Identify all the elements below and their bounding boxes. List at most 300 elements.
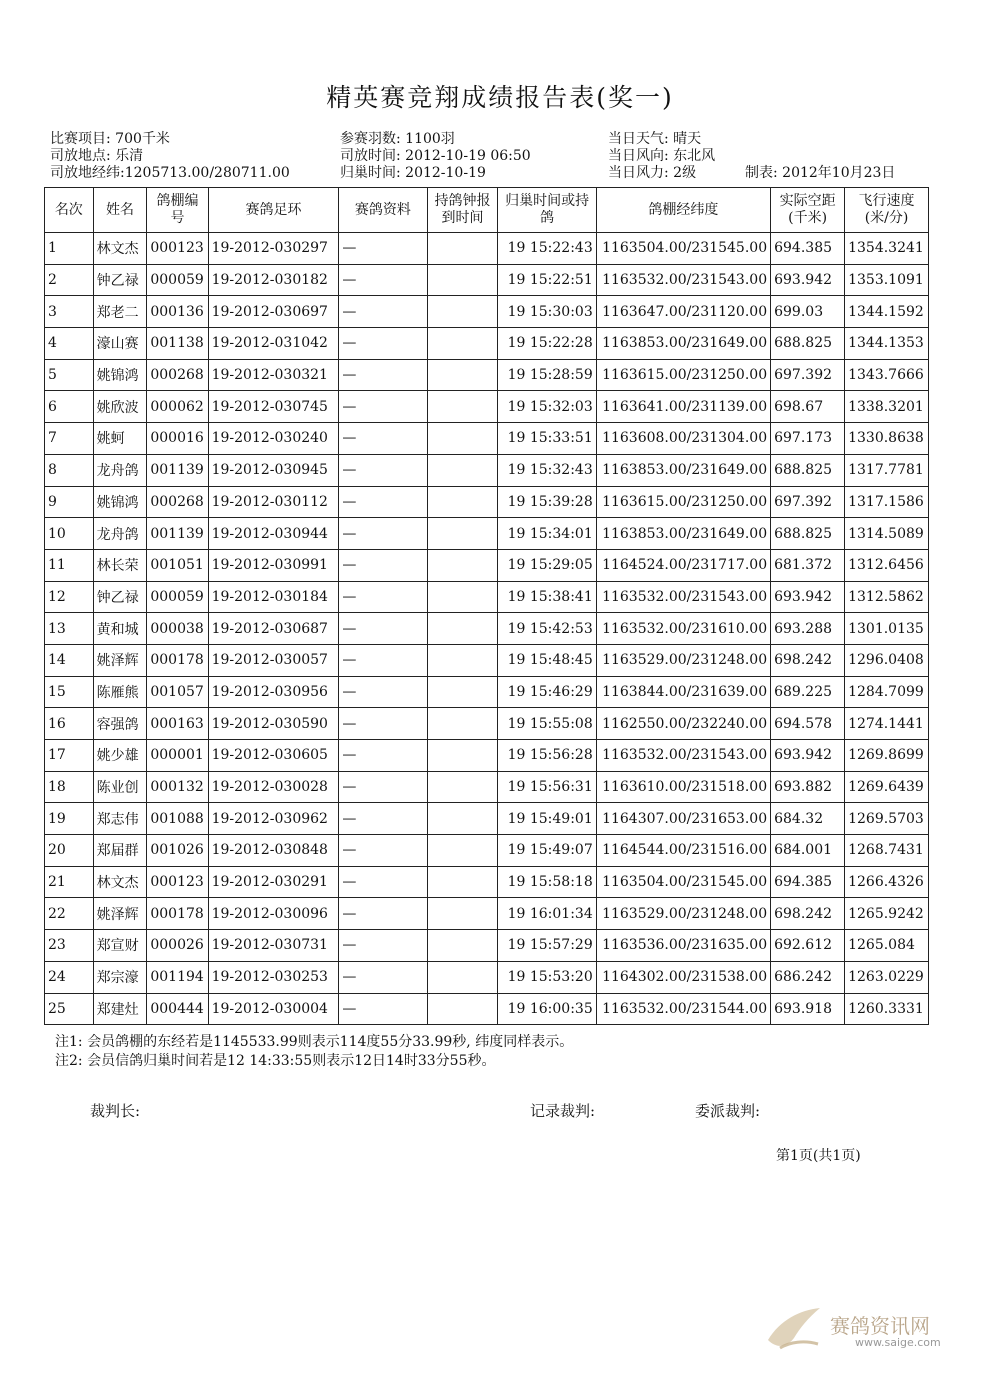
cell-ring: 19-2012-030944 (208, 518, 339, 550)
cell-time: 19 15:48:45 (498, 644, 596, 676)
info-return-time: 归巢时间: 2012-10-19 (340, 165, 486, 181)
cell-ring: 19-2012-030697 (208, 296, 339, 328)
info-project: 比赛项目: 700千米 (50, 131, 170, 147)
cell-name: 姚泽辉 (93, 644, 147, 676)
cell-ring: 19-2012-030112 (208, 486, 339, 518)
cell-rank: 7 (45, 423, 94, 455)
cell-loft: 000026 (147, 930, 208, 962)
cell-ring: 19-2012-031042 (208, 328, 339, 360)
cell-ring: 19-2012-030745 (208, 391, 339, 423)
table-row (45, 454, 929, 486)
cell-time: 19 15:32:03 (498, 391, 596, 423)
cell-info: — (339, 930, 427, 962)
table-row (45, 549, 929, 581)
cell-name: 钟乙禄 (93, 264, 147, 296)
table-row (45, 359, 929, 391)
cell-coord: 1163532.00/231543.00 (596, 581, 770, 613)
cell-time: 19 15:33:51 (498, 423, 596, 455)
cell-name: 陈雁熊 (93, 676, 147, 708)
cell-speed: 1265.084 (845, 930, 929, 962)
cell-speed: 1338.3201 (845, 391, 929, 423)
cell-clock (427, 296, 498, 328)
cell-loft: 001088 (147, 803, 208, 835)
table-row (45, 518, 929, 550)
cell-speed: 1260.3331 (845, 993, 929, 1025)
cell-coord: 1163532.00/231543.00 (596, 264, 770, 296)
cell-rank: 11 (45, 549, 94, 581)
cell-info: — (339, 993, 427, 1025)
cell-ring: 19-2012-030590 (208, 708, 339, 740)
cell-clock (427, 613, 498, 645)
cell-dist: 686.242 (771, 961, 845, 993)
cell-name: 龙舟鸽 (93, 518, 147, 550)
cell-info: — (339, 898, 427, 930)
cell-coord: 1163504.00/231545.00 (596, 233, 770, 265)
cell-time: 19 15:30:03 (498, 296, 596, 328)
header-rank: 名次 (45, 188, 94, 233)
cell-speed: 1269.6439 (845, 771, 929, 803)
cell-ring: 19-2012-030687 (208, 613, 339, 645)
cell-info: — (339, 961, 427, 993)
cell-name: 姚锦鸿 (93, 486, 147, 518)
table-row (45, 486, 929, 518)
cell-rank: 4 (45, 328, 94, 360)
cell-time: 19 15:34:01 (498, 518, 596, 550)
table-row (45, 771, 929, 803)
cell-time: 19 15:49:07 (498, 835, 596, 867)
cell-time: 19 15:22:51 (498, 264, 596, 296)
cell-rank: 1 (45, 233, 94, 265)
cell-speed: 1269.8699 (845, 740, 929, 772)
cell-coord: 1163532.00/231544.00 (596, 993, 770, 1025)
cell-ring: 19-2012-030321 (208, 359, 339, 391)
cell-info: — (339, 549, 427, 581)
header-loft: 鸽棚编号 (147, 188, 208, 233)
table-row (45, 644, 929, 676)
cell-info: — (339, 454, 427, 486)
cell-rank: 24 (45, 961, 94, 993)
cell-coord: 1163529.00/231248.00 (596, 644, 770, 676)
cell-speed: 1301.0135 (845, 613, 929, 645)
cell-name: 黄和城 (93, 613, 147, 645)
cell-clock (427, 771, 498, 803)
cell-loft: 000444 (147, 993, 208, 1025)
cell-info: — (339, 359, 427, 391)
cell-rank: 8 (45, 454, 94, 486)
results-body (45, 233, 929, 1025)
cell-loft: 000059 (147, 264, 208, 296)
cell-ring: 19-2012-030962 (208, 803, 339, 835)
cell-dist: 698.242 (771, 898, 845, 930)
cell-coord: 1163844.00/231639.00 (596, 676, 770, 708)
table-row (45, 296, 929, 328)
cell-info: — (339, 866, 427, 898)
cell-loft: 000062 (147, 391, 208, 423)
cell-dist: 688.825 (771, 328, 845, 360)
cell-time: 19 15:22:43 (498, 233, 596, 265)
cell-loft: 000038 (147, 613, 208, 645)
cell-loft: 000132 (147, 771, 208, 803)
cell-clock (427, 423, 498, 455)
cell-rank: 25 (45, 993, 94, 1025)
cell-clock (427, 866, 498, 898)
cell-time: 19 15:22:28 (498, 328, 596, 360)
cell-ring: 19-2012-030956 (208, 676, 339, 708)
cell-dist: 688.825 (771, 454, 845, 486)
cell-rank: 10 (45, 518, 94, 550)
cell-speed: 1265.9242 (845, 898, 929, 930)
header-distance: 实际空距(千米) (771, 188, 845, 233)
cell-dist: 694.578 (771, 708, 845, 740)
cell-dist: 693.942 (771, 264, 845, 296)
cell-clock (427, 328, 498, 360)
cell-dist: 697.392 (771, 359, 845, 391)
cell-dist: 689.225 (771, 676, 845, 708)
cell-name: 林长荣 (93, 549, 147, 581)
cell-dist: 693.288 (771, 613, 845, 645)
cell-time: 19 15:38:41 (498, 581, 596, 613)
cell-rank: 6 (45, 391, 94, 423)
info-release-time: 司放时间: 2012-10-19 06:50 (340, 148, 531, 164)
cell-name: 郑老二 (93, 296, 147, 328)
cell-coord: 1163615.00/231250.00 (596, 359, 770, 391)
cell-speed: 1343.7666 (845, 359, 929, 391)
cell-speed: 1269.5703 (845, 803, 929, 835)
cell-name: 郑届群 (93, 835, 147, 867)
cell-time: 19 15:56:31 (498, 771, 596, 803)
cell-name: 陈业创 (93, 771, 147, 803)
cell-clock (427, 898, 498, 930)
cell-rank: 3 (45, 296, 94, 328)
cell-coord: 1163610.00/231518.00 (596, 771, 770, 803)
cell-speed: 1353.1091 (845, 264, 929, 296)
cell-name: 龙舟鸽 (93, 454, 147, 486)
cell-clock (427, 454, 498, 486)
cell-info: — (339, 644, 427, 676)
cell-ring: 19-2012-030991 (208, 549, 339, 581)
cell-speed: 1344.1353 (845, 328, 929, 360)
cell-coord: 1163532.00/231610.00 (596, 613, 770, 645)
table-row (45, 898, 929, 930)
cell-time: 19 16:01:34 (498, 898, 596, 930)
cell-coord: 1164524.00/231717.00 (596, 549, 770, 581)
cell-clock (427, 930, 498, 962)
cell-loft: 000136 (147, 296, 208, 328)
cell-info: — (339, 803, 427, 835)
cell-info: — (339, 518, 427, 550)
cell-dist: 681.372 (771, 549, 845, 581)
watermark-url: www.saige.com (855, 1336, 941, 1349)
cell-speed: 1263.0229 (845, 961, 929, 993)
table-row (45, 961, 929, 993)
signature-chief-referee: 裁判长: (90, 1102, 141, 1120)
cell-name: 姚蚵 (93, 423, 147, 455)
cell-coord: 1163536.00/231635.00 (596, 930, 770, 962)
cell-clock (427, 803, 498, 835)
cell-rank: 9 (45, 486, 94, 518)
header-time: 归巢时间或持鸽 (498, 188, 596, 233)
info-entries: 参赛羽数: 1100羽 (340, 131, 455, 147)
cell-loft: 000178 (147, 898, 208, 930)
cell-clock (427, 391, 498, 423)
cell-name: 林文杰 (93, 233, 147, 265)
cell-ring: 19-2012-030253 (208, 961, 339, 993)
cell-name: 姚少雄 (93, 740, 147, 772)
table-header-row (45, 188, 929, 233)
cell-name: 容强鸽 (93, 708, 147, 740)
cell-coord: 1163647.00/231120.00 (596, 296, 770, 328)
cell-ring: 19-2012-030182 (208, 264, 339, 296)
page-number: 第1页(共1页) (776, 1148, 861, 1164)
table-row (45, 423, 929, 455)
cell-time: 19 15:58:18 (498, 866, 596, 898)
cell-coord: 1163641.00/231139.00 (596, 391, 770, 423)
cell-time: 19 15:28:59 (498, 359, 596, 391)
watermark-brand: 赛鸽资讯网 (830, 1314, 930, 1338)
cell-time: 19 16:00:35 (498, 993, 596, 1025)
cell-speed: 1296.0408 (845, 644, 929, 676)
cell-coord: 1164302.00/231538.00 (596, 961, 770, 993)
cell-loft: 001057 (147, 676, 208, 708)
cell-info: — (339, 835, 427, 867)
table-row (45, 835, 929, 867)
cell-coord: 1163853.00/231649.00 (596, 518, 770, 550)
cell-dist: 684.32 (771, 803, 845, 835)
cell-time: 19 15:32:43 (498, 454, 596, 486)
cell-ring: 19-2012-030004 (208, 993, 339, 1025)
note-1: 注1: 会员鸽棚的东经若是1145533.99则表示114度55分33.99秒, 纬度同样表示。 (55, 1034, 574, 1050)
cell-name: 濠山赛 (93, 328, 147, 360)
cell-loft: 001139 (147, 518, 208, 550)
cell-ring: 19-2012-030297 (208, 233, 339, 265)
notes (55, 1033, 573, 1071)
cell-rank: 12 (45, 581, 94, 613)
cell-info: — (339, 264, 427, 296)
cell-rank: 14 (45, 644, 94, 676)
cell-speed: 1312.6456 (845, 549, 929, 581)
cell-loft: 000123 (147, 866, 208, 898)
cell-speed: 1266.4326 (845, 866, 929, 898)
results-table (44, 187, 929, 1025)
cell-ring: 19-2012-030028 (208, 771, 339, 803)
cell-coord: 1163608.00/231304.00 (596, 423, 770, 455)
cell-rank: 21 (45, 866, 94, 898)
cell-time: 19 15:29:05 (498, 549, 596, 581)
cell-loft: 001026 (147, 835, 208, 867)
cell-name: 郑宣财 (93, 930, 147, 962)
cell-ring: 19-2012-030291 (208, 866, 339, 898)
cell-speed: 1344.1592 (845, 296, 929, 328)
cell-coord: 1163615.00/231250.00 (596, 486, 770, 518)
cell-time: 19 15:46:29 (498, 676, 596, 708)
cell-info: — (339, 391, 427, 423)
cell-coord: 1163529.00/231248.00 (596, 898, 770, 930)
cell-name: 姚泽辉 (93, 898, 147, 930)
table-row (45, 233, 929, 265)
cell-coord: 1162550.00/232240.00 (596, 708, 770, 740)
info-wind-force: 当日风力: 2级 (608, 165, 697, 181)
cell-coord: 1164544.00/231516.00 (596, 835, 770, 867)
cell-dist: 699.03 (771, 296, 845, 328)
cell-rank: 2 (45, 264, 94, 296)
cell-clock (427, 486, 498, 518)
cell-clock (427, 359, 498, 391)
table-row (45, 613, 929, 645)
cell-coord: 1163853.00/231649.00 (596, 328, 770, 360)
cell-name: 林文杰 (93, 866, 147, 898)
cell-info: — (339, 486, 427, 518)
info-coords: 司放地经纬:1205713.00/280711.00 (50, 165, 290, 181)
cell-loft: 000016 (147, 423, 208, 455)
cell-name: 姚锦鸿 (93, 359, 147, 391)
cell-info: — (339, 233, 427, 265)
cell-time: 19 15:56:28 (498, 740, 596, 772)
cell-loft: 000059 (147, 581, 208, 613)
cell-ring: 19-2012-030731 (208, 930, 339, 962)
cell-info: — (339, 613, 427, 645)
header-coord: 鸽棚经纬度 (596, 188, 770, 233)
cell-coord: 1163532.00/231543.00 (596, 740, 770, 772)
cell-clock (427, 961, 498, 993)
table-row (45, 676, 929, 708)
cell-dist: 697.173 (771, 423, 845, 455)
cell-loft: 000268 (147, 486, 208, 518)
cell-rank: 19 (45, 803, 94, 835)
cell-info: — (339, 740, 427, 772)
info-weather: 当日天气: 晴天 (608, 131, 702, 147)
table-row (45, 930, 929, 962)
cell-clock (427, 708, 498, 740)
cell-ring: 19-2012-030848 (208, 835, 339, 867)
cell-name: 钟乙禄 (93, 581, 147, 613)
cell-dist: 694.385 (771, 233, 845, 265)
note-2: 注2: 会员信鸽归巢时间若是12 14:33:55则表示12日14时33分55秒。 (55, 1053, 496, 1069)
cell-dist: 698.242 (771, 644, 845, 676)
cell-name: 郑宗濠 (93, 961, 147, 993)
cell-speed: 1314.5089 (845, 518, 929, 550)
cell-clock (427, 644, 498, 676)
cell-rank: 23 (45, 930, 94, 962)
table-row (45, 391, 929, 423)
cell-dist: 698.67 (771, 391, 845, 423)
header-info: 赛鸽资料 (339, 188, 427, 233)
cell-ring: 19-2012-030096 (208, 898, 339, 930)
info-wind-direction: 当日风向: 东北风 (608, 148, 716, 164)
cell-time: 19 15:42:53 (498, 613, 596, 645)
cell-info: — (339, 296, 427, 328)
cell-loft: 000001 (147, 740, 208, 772)
table-row (45, 993, 929, 1025)
header-speed: 飞行速度(米/分) (845, 188, 929, 233)
cell-speed: 1284.7099 (845, 676, 929, 708)
cell-loft: 001139 (147, 454, 208, 486)
cell-rank: 20 (45, 835, 94, 867)
cell-info: — (339, 708, 427, 740)
cell-loft: 001051 (147, 549, 208, 581)
cell-clock (427, 233, 498, 265)
cell-rank: 22 (45, 898, 94, 930)
cell-rank: 17 (45, 740, 94, 772)
cell-clock (427, 993, 498, 1025)
table-row (45, 264, 929, 296)
cell-rank: 16 (45, 708, 94, 740)
table-row (45, 328, 929, 360)
cell-name: 郑建灶 (93, 993, 147, 1025)
cell-loft: 000178 (147, 644, 208, 676)
watermark (760, 1300, 980, 1360)
info-made-date: 制表: 2012年10月23日 (745, 165, 896, 181)
cell-name: 姚欣波 (93, 391, 147, 423)
cell-loft: 000268 (147, 359, 208, 391)
cell-time: 19 15:55:08 (498, 708, 596, 740)
cell-ring: 19-2012-030240 (208, 423, 339, 455)
report-title: 精英赛竞翔成绩报告表(奖一) (326, 83, 674, 112)
cell-speed: 1354.3241 (845, 233, 929, 265)
cell-rank: 5 (45, 359, 94, 391)
cell-clock (427, 835, 498, 867)
cell-ring: 19-2012-030605 (208, 740, 339, 772)
table-row (45, 708, 929, 740)
cell-rank: 15 (45, 676, 94, 708)
cell-speed: 1330.8638 (845, 423, 929, 455)
cell-info: — (339, 676, 427, 708)
cell-loft: 001138 (147, 328, 208, 360)
table-row (45, 803, 929, 835)
cell-coord: 1163853.00/231649.00 (596, 454, 770, 486)
cell-speed: 1268.7431 (845, 835, 929, 867)
cell-rank: 13 (45, 613, 94, 645)
cell-clock (427, 264, 498, 296)
cell-loft: 000123 (147, 233, 208, 265)
cell-loft: 001194 (147, 961, 208, 993)
cell-info: — (339, 423, 427, 455)
cell-info: — (339, 581, 427, 613)
cell-clock (427, 581, 498, 613)
cell-ring: 19-2012-030184 (208, 581, 339, 613)
cell-time: 19 15:49:01 (498, 803, 596, 835)
pigeon-logo-icon (760, 1300, 830, 1360)
cell-clock (427, 676, 498, 708)
cell-name: 郑志伟 (93, 803, 147, 835)
header-ring: 赛鸽足环 (208, 188, 339, 233)
cell-coord: 1163504.00/231545.00 (596, 866, 770, 898)
cell-ring: 19-2012-030057 (208, 644, 339, 676)
cell-dist: 697.392 (771, 486, 845, 518)
cell-dist: 692.612 (771, 930, 845, 962)
signature-record-referee: 记录裁判: (530, 1102, 596, 1120)
cell-dist: 684.001 (771, 835, 845, 867)
cell-time: 19 15:39:28 (498, 486, 596, 518)
table-row (45, 581, 929, 613)
cell-dist: 693.942 (771, 740, 845, 772)
cell-clock (427, 518, 498, 550)
cell-dist: 693.882 (771, 771, 845, 803)
info-location: 司放地点: 乐清 (50, 148, 144, 164)
cell-ring: 19-2012-030945 (208, 454, 339, 486)
cell-time: 19 15:53:20 (498, 961, 596, 993)
cell-clock (427, 549, 498, 581)
cell-info: — (339, 771, 427, 803)
cell-info: — (339, 328, 427, 360)
header-name: 姓名 (93, 188, 147, 233)
cell-speed: 1274.1441 (845, 708, 929, 740)
cell-loft: 000163 (147, 708, 208, 740)
table-row (45, 866, 929, 898)
cell-speed: 1317.1586 (845, 486, 929, 518)
cell-speed: 1312.5862 (845, 581, 929, 613)
cell-clock (427, 740, 498, 772)
cell-rank: 18 (45, 771, 94, 803)
